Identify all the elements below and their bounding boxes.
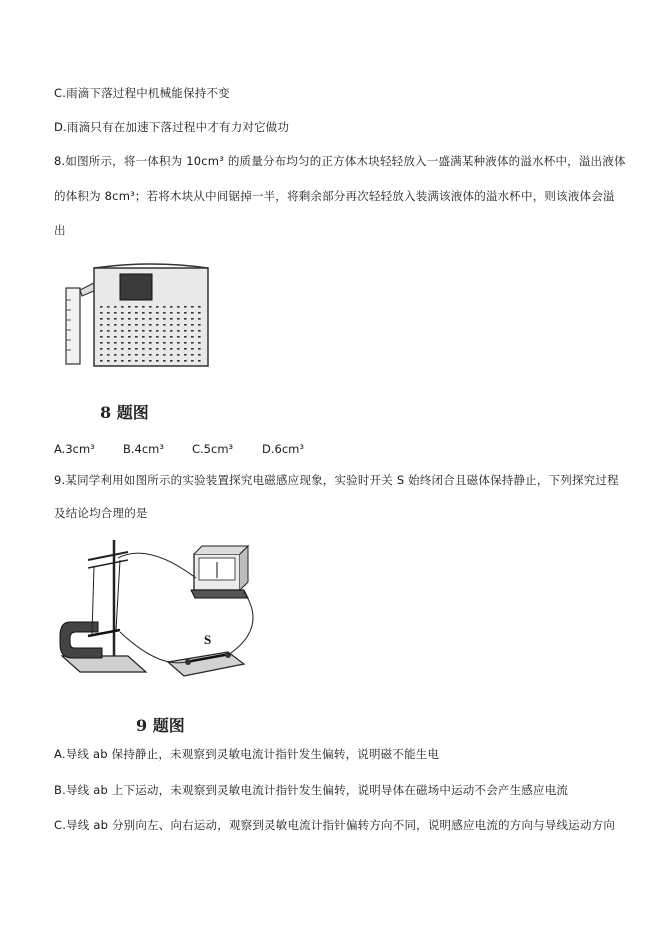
figure-8-caption: 8 题图 (100, 403, 149, 422)
q9-option-c: C.导线 ab 分别向左、向右运动，观察到灵敏电流计指针偏转方向不同，说明感应电流的方向与导线运动方向 (54, 818, 616, 832)
q8-option-c: C.5cm³ (192, 442, 234, 456)
measuring-cylinder (66, 288, 80, 364)
q8-option-b: B.4cm³ (123, 442, 164, 456)
option-d-q7: D.雨滴只有在加速下落过程中才有力对它做功 (54, 120, 290, 134)
q9-option-a: A.导线 ab 保持静止，未观察到灵敏电流计指针发生偏转，说明磁不能生电 (54, 747, 440, 761)
figure-9-apparatus (58, 538, 278, 698)
question-8-line-2: 的体积为 8cm³；若将木块从中间锯掉一半，将剩余部分再次轻轻放入装满该液体的溢水杯中，则该液体会溢 (54, 189, 615, 203)
question-9-line-1: 9.某同学利用如图所示的实验装置探究电磁感应现象，实验时开关 S 始终闭合且磁体保持静止，下列探究过程 (54, 473, 619, 487)
horseshoe-magnet (60, 622, 102, 658)
question-8-line-3: 出 (54, 223, 66, 237)
question-8-line-1: 8.如图所示，将一体积为 10cm³ 的质量分布均匀的正方体木块轻轻放入一盛满某种液体的溢水杯中，溢出液体 (54, 154, 626, 168)
wooden-block (120, 274, 152, 300)
option-c-q7: C.雨滴下落过程中机械能保持不变 (54, 86, 230, 100)
question-9-line-2: 及结论均合理的是 (54, 506, 148, 520)
q8-option-d: D.6cm³ (262, 442, 304, 456)
q8-option-a: A.3cm³ (54, 442, 95, 456)
switch-label: S (204, 632, 212, 647)
figure-8-overflow-cup (62, 260, 232, 370)
q9-option-b: B.导线 ab 上下运动，未观察到灵敏电流计指针发生偏转，说明导体在磁场中运动不会产生感应电流 (54, 783, 569, 797)
switch-base (168, 652, 244, 676)
figure-9-caption: 9 题图 (136, 716, 185, 735)
